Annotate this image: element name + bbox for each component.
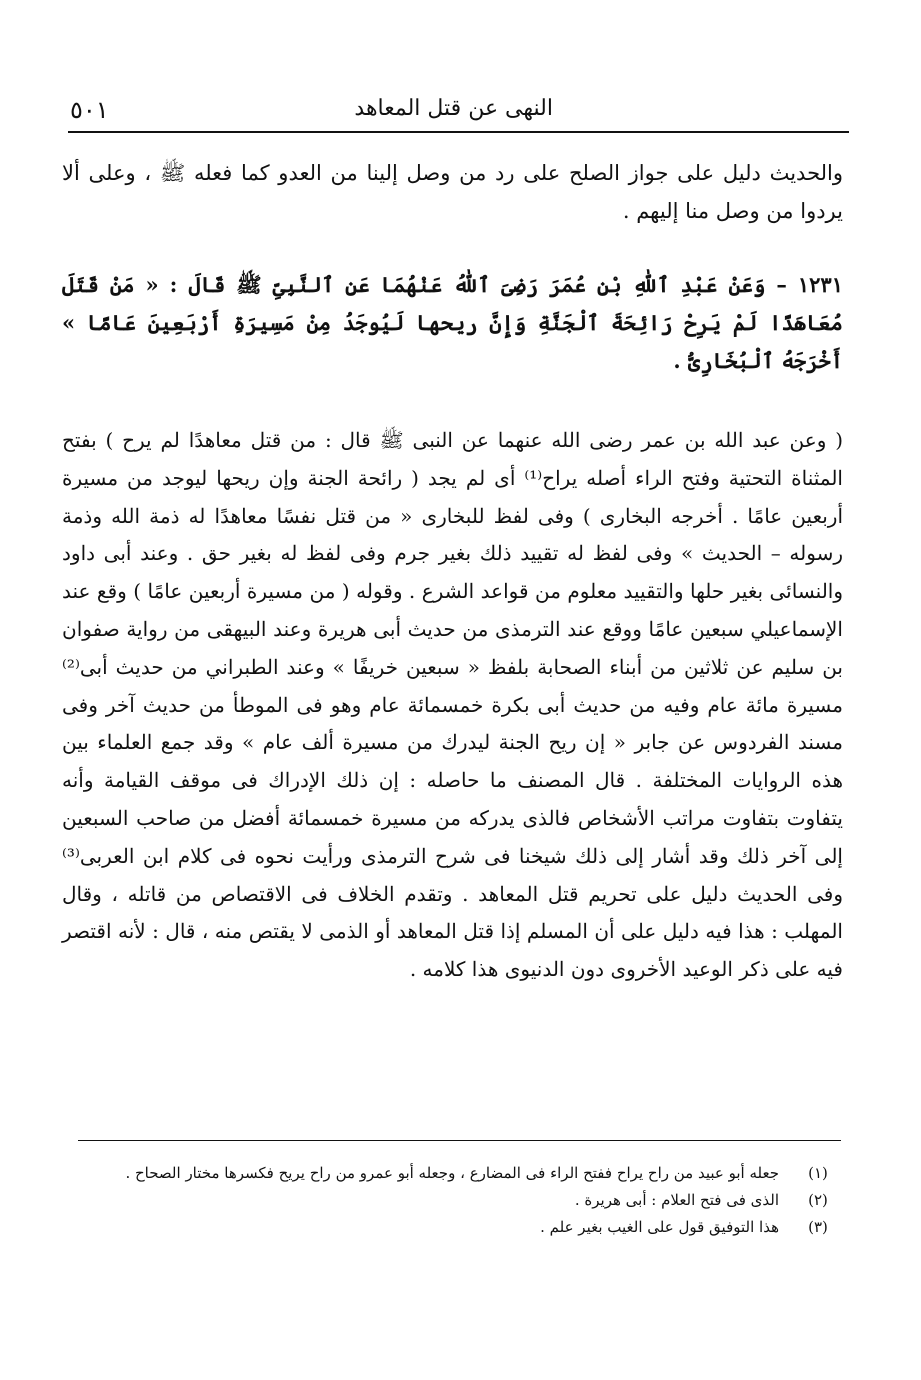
hadith-text: ١٢٣١ – وَعَنْ عَبْدِ ٱللّٰهِ بْنِ عُمَرَ رَضِىَ ٱللّٰهُ عَنْهُمَا عَنِ ٱلنَّبِىِّ ﷺ قَالَ : « مَنْ قَتَلَ مُعَاهَدًا لَمْ يَرِحْ رَائِحَةَ ٱلْجَنَّةِ وَإِنَّ ريحها لَيُوجَدُ مِنْ مَسِيرَةِ أَرْبَعِينَ عَامًا » أَخْرَجَهُ ٱلْبُخَارِىُّ . <box>62 272 843 373</box>
footnotes <box>70 1160 843 1241</box>
footnote-2 <box>70 1187 843 1214</box>
footnote-number: (١) <box>808 1164 828 1182</box>
page-number: ٥٠١ <box>70 96 109 124</box>
footnote-rule <box>78 1140 841 1141</box>
running-title: النهى عن قتل المعاهد <box>354 96 553 121</box>
footnote-number: (٢) <box>808 1191 828 1209</box>
paragraph-intro: والحديث دليل على جواز الصلح على رد من وصل إلينا من العدو كما فعله ﷺ ، وعلى ألا يردوا من وصل منا إليهم . <box>62 161 843 223</box>
footnote-number: (٣) <box>808 1218 828 1236</box>
running-header <box>70 96 843 126</box>
footnote-text: جعله أبو عبيد من راح يراح ففتح الراء فى المضارع ، وجعله أبو عمرو من راح يريح فكسرها مختار الصحاح . <box>125 1164 779 1182</box>
footnote-3 <box>70 1214 843 1241</box>
header-rule <box>68 131 849 133</box>
footnote-text: الذى فى فتح العلام : أبى هريرة . <box>574 1191 779 1209</box>
footnote-1 <box>70 1160 843 1187</box>
commentary-text: ( وعن عبد الله بن عمر رضى الله عنهما عن النبى ﷺ قال : من قتل معاهدًا لم يرح ) بفتح المثناة التحتية وفتح الراء أصله يراح⁽¹⁾ أى لم يجد ( رائحة الجنة وإن ريحها ليوجد من مسيرة أربعين عامًا . أخرجه البخارى ) وفى لفظ للبخارى « من قتل نفسًا معاهدًا له ذمة الله وذمة رسوله – الحديث » وفى لفظ له تقييد ذلك بغير جرم وفى لفظ له بغير حق . وعند أبى داود والنسائى بغير حلها والتقييد معلوم من قواعد الشرع . وقوله ( من مسيرة أربعين عامًا ) وقع عند الإسماعيلي سبعين عامًا ووقع عند الترمذى من حديث أبى هريرة وعند البيهقى من رواية صفوان بن سليم عن ثلاثين من أبناء الصحابة بلفظ « سبعين خريفًا » وعند الطبراني من حديث أبى⁽²⁾ مسيرة مائة عام وفيه من حديث أبى بكرة خمسمائة عام وهو فى الموطأ من حديث آخر وفى مسند الفردوس عن جابر « إن ريح الجنة ليدرك من مسيرة ألف عام » وقد جمع العلماء بين هذه الروايات المختلفة . قال المصنف ما حاصله : إن ذلك الإدراك فى موقف القيامة وأنه يتفاوت بتفاوت مراتب الأشخاص فالذى يدركه من مسيرة خمسمائة أفضل من صاحب السبعين إلى آخر ذلك وقد أشار إلى ذلك شيخنا فى شرح الترمذى ورأيت نحوه فى كلام ابن العربى⁽³⁾ وفى الحديث دليل على تحريم قتل المعاهد . وتقدم الخلاف فى الاقتصاص من قاتله ، وقال المهلب : هذا فيه دليل على أن المسلم إذا قتل المعاهد أو الذمى لا يقتص منه ، قال : لأنه اقتصر فيه على ذكر الوعيد الأخروى دون الدنيوى هذا كلامه . <box>62 428 843 982</box>
footnote-text: هذا التوفيق قول على الغيب بغير علم . <box>540 1218 779 1236</box>
